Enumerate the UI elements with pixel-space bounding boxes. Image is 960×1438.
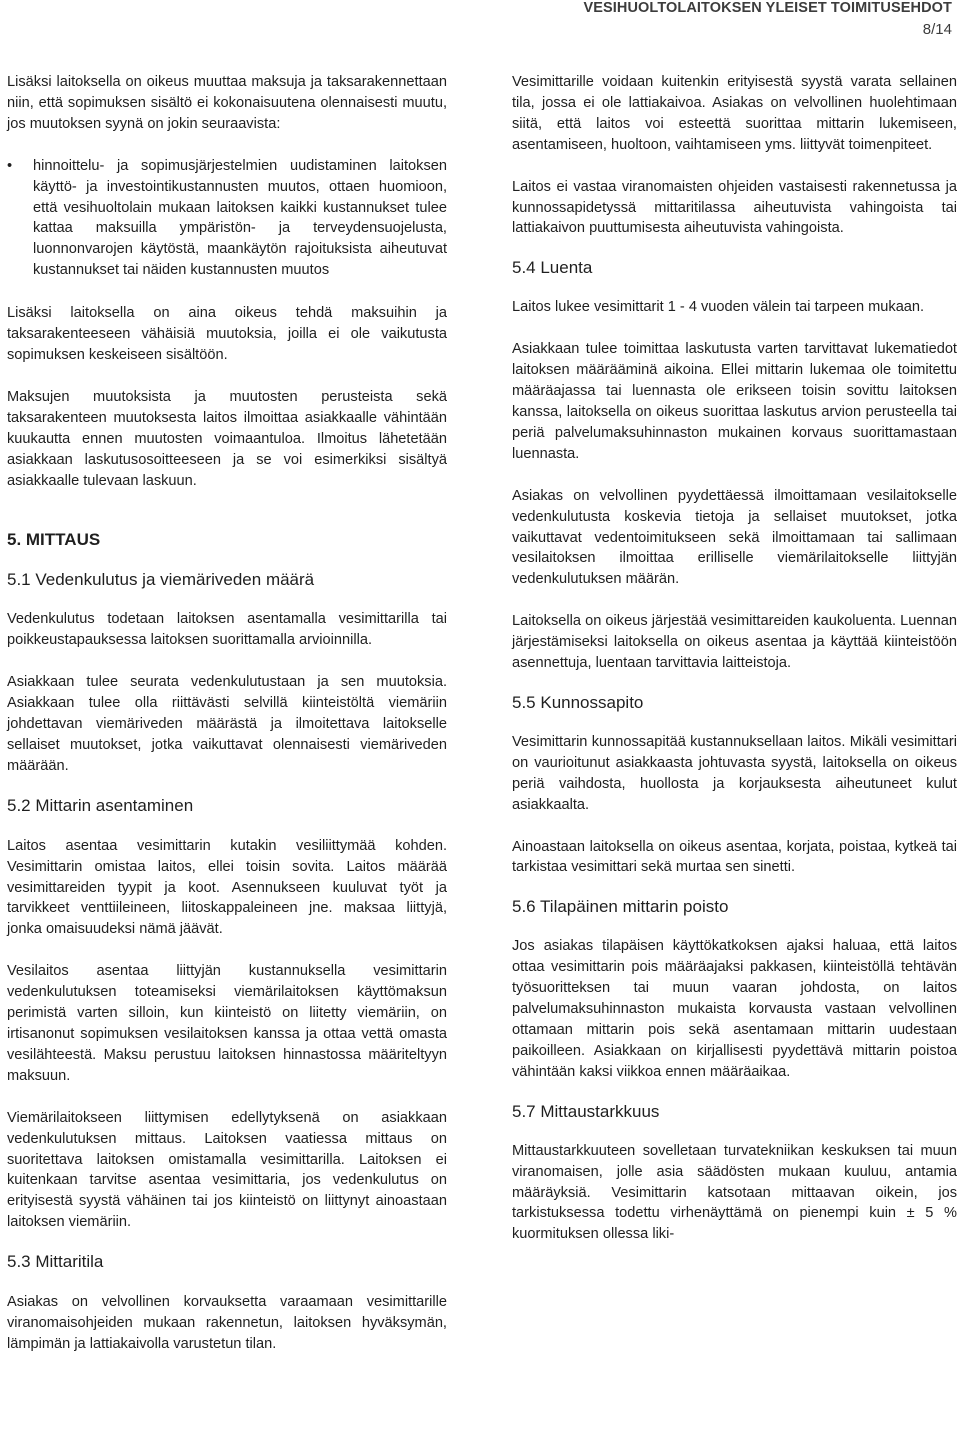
subsection-heading: 5.1 Vedenkulutus ja viemäriveden määrä — [7, 570, 315, 590]
paragraph: Asiakas on velvollinen korvauksetta varaamaan vesimittarille viranomaisohjeiden mukaan rakennetun, laitoksen hyväksymän, lämpimän ja lattiakaivolla varustetun tilan. — [7, 1294, 447, 1352]
paragraph: Asiakkaan tulee toimittaa laskutusta varten tarvittavat lukematiedot laitoksen määrääminä aikoina. Ellei mittarin lukemaa ole toimitettu määräajassa tai luennasta ole erikseen toisin sovittu laitoksen kanssa, laitoksella on oikeus suorittaa laskutus arvion perusteella tai periä palvelumaksuhinnaston mukainen korvaus suorittamastaan luennasta. — [512, 341, 957, 462]
paragraph: Vedenkulutus todetaan laitoksen asentamalla vesimittarilla tai poikkeustapauksessa laitoksen suorittamalla arvioinnilla. — [7, 611, 447, 649]
paragraph: Laitos asentaa vesimittarin kutakin vesiliittymää kohden. Vesimittarin omistaa laitos, ellei toisin sovita. Laitos määrää vesimittareiden tyypit ja koot. Asennukseen kuuluvat työt ja tarvikkeet venttiileineen, liitoskappaleineen jne. maksaa liittyjä, jonka omaisuudeksi nämä jäävät. — [7, 837, 447, 938]
document-title: VESIHUOLTOLAITOKSEN YLEISET TOIMITUSEHDOT — [583, 0, 952, 16]
page-number: 8/14 — [922, 21, 952, 38]
paragraph: Lisäksi laitoksella on oikeus muuttaa maksuja ja taksarakennettaan niin, että sopimuksen sisältö ei kokonaisuutena olennaisesti muutu, jos muutoksen syynä on jokin seuraavista: — [7, 74, 447, 132]
subsection-heading: 5.7 Mittaustarkkuus — [512, 1101, 660, 1121]
subsection-heading: 5.6 Tilapäinen mittarin poisto — [512, 897, 729, 917]
paragraph: Jos asiakas tilapäisen käyttökatkoksen ajaksi haluaa, että laitos ottaa vesimittarin pois määräajaksi pakkasen, kiinteistöllä tehtävän työsuoritteksen tai muun vaaran johdosta, on laitos palvelumaksuhinnaston mukaista korvausta vastaan velvollinen ottamaan mittarin pois sekä asentamaan mittarin uudestaan paikoilleen. Asiakkaan on kirjallisesti pyydettävä mittarin poistoa vähintään kaksi viikkoa ennen määräaikaa. — [512, 938, 957, 1080]
left-column — [7, 72, 447, 1355]
right-column — [512, 72, 957, 1245]
paragraph: Asiakkaan tulee seurata vedenkulutustaan ja sen muutoksia. Asiakkaan tulee olla riittävästi selvillä kiinteistöltä viemäriin johdettavan viemäriveden määrästä ja ilmoitettava laitokselle sellaiset muutokset, jotka vaikuttavat olennaisesti viemäriveden määrään. — [7, 674, 447, 774]
section-heading: 5. MITTAUS — [7, 530, 101, 550]
paragraph: Laitos ei vastaa viranomaisten ohjeiden vastaisesti rakennetussa ja kunnossapidetyssä mittaritilassa aiheutuvista vahingoista tai lattiakaivon puuttumisesta aiheutuvista vahingoista. — [512, 178, 957, 237]
subsection-heading: 5.2 Mittarin asentaminen — [7, 795, 194, 815]
paragraph: Laitos lukee vesimittarit 1 - 4 vuoden välein tai tarpeen mukaan. — [512, 299, 925, 316]
bullet-text: hinnoittelu- ja sopimusjärjestelmien uudistaminen laitoksen käyttö- ja investointikustannusten muutos, ottaen huomioon, että vesihuoltolain mukaan laitoksen kaikki kustannukset tulee kattaa maksuilla ympäristön- ja terveydensuojelusta, luonnonvarojen käytöstä, maankäytön rajoituksista aiheutuvat kustannukset tai näiden kustannusten muutos — [33, 157, 447, 279]
paragraph: Lisäksi laitoksella on aina oikeus tehdä maksuihin ja taksarakenteeseen vähäisiä muutoksia, joilla ei ole vaikutusta sopimuksen keskeiseen sisältöön. — [7, 305, 447, 363]
paragraph: Vesimittarille voidaan kuitenkin erityisestä syystä varata sellainen tila, jossa ei ole lattiakaivoa. Asiakas on velvollinen huolehtimaan siitä, että laitos voi esteettä suorittaa mittarin lukemiseen, asentamiseen, huoltoon, vaihtamiseen yms. liittyvät toimenpiteet. — [512, 74, 957, 153]
paragraph: Vesilaitos asentaa liittyjän kustannuksella vesimittarin vedenkulutuksen toteamiseksi viemärilaitoksen käyttömaksun perimistä varten silloin, kun kiinteistö on liitetty viemäriin, on irtisanonut sopimuksen vesilaitoksen kanssa ja ottaa vettä omasta vesilähteestä. Maksu perustuu laitoksen hinnastossa määriteltyyn maksuun. — [7, 963, 447, 1084]
paragraph: Viemärilaitokseen liittymisen edellytyksenä on asiakkaan vedenkulutuksen mittaus. Laitoksen vaatiessa mittaus on suoritettava laitoksen omistamalla vesimittarilla. Laitoksen ei kuitenkaan tarvitse asentaa vesimittaria, jos vedenkulutus on erityisestä syystä vähäinen tai jos kiinteistö on liittynyt ainoastaan laitoksen viemäriin. — [7, 1109, 447, 1231]
paragraph: Maksujen muutoksista ja muutosten perusteista sekä taksarakenteen muutoksesta laitos ilmoittaa asiakkaalle vähintään kuukautta ennen muutosten voimaantuloa. Ilmoitus lähetetään asiakkaan laskutusosoitteeseen ja se voi esimerkiksi sisältyä asiakkaalle tulevaan laskuun. — [7, 388, 447, 489]
subsection-heading: 5.3 Mittaritila — [7, 1252, 104, 1272]
subsection-heading: 5.5 Kunnossapito — [512, 692, 644, 712]
paragraph: Mittaustarkkuuteen sovelletaan turvatekniikan keskuksen tai muun viranomaisen, jolle asia säädösten mukaan kuuluu, antamia määräyksiä. Vesimittarin katsotaan mittaavan oikein, jos tarkistuksessa todettu virhenäyttämä on pienempi kuin ± 5 % kuormituksen ollessa liki- — [512, 1142, 957, 1243]
bullet-icon: • — [7, 157, 13, 174]
bullet-item — [7, 156, 447, 281]
page-header — [0, 0, 960, 50]
subsection-heading: 5.4 Luenta — [512, 258, 593, 278]
paragraph: Laitoksella on oikeus järjestää vesimittareiden kaukoluenta. Luennan järjestämiseksi laitoksella on oikeus asentaa ja käyttää kiinteistöön asennettuja, luentaan tarvittavia laitteistoja. — [512, 613, 957, 672]
paragraph: Ainoastaan laitoksella on oikeus asentaa, korjata, poistaa, kytkeä tai tarkistaa vesimittari sekä murtaa sen sinetti. — [512, 838, 957, 876]
paragraph: Asiakas on velvollinen pyydettäessä ilmoittamaan vesilaitokselle vedenkulutusta koskevia tietoja ja sellaiset muutokset, jotka vaikuttavat vedentoimitukseen sekä ilmoittamaan tai sallimaan vesilaitoksen ilmoittaa erillisellе viemärilaitokselle liittyjän vedenkulutuksen määrän. — [512, 487, 957, 588]
paragraph: Vesimittarin kunnossapitää kustannuksellaan laitos. Mikäli vesimittari on vaurioitunut asiakkaasta johtuvasta syystä, laitoksella on oikeus periä vaihdosta, huollosta ja korjauksesta aiheutuneet kulut asiakkaalta. — [512, 733, 957, 813]
